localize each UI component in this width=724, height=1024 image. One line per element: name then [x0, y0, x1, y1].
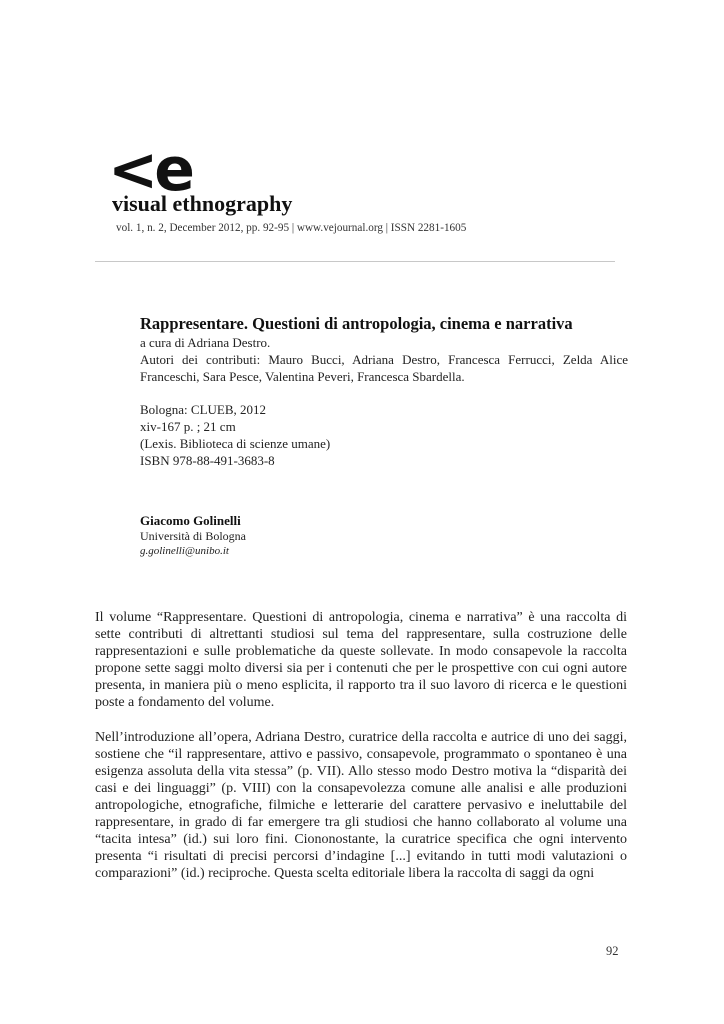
- book-contributors: Autori dei contributi: Mauro Bucci, Adriana Destro, Francesca Ferrucci, Zelda Alice Franceschi, Sara Pesce, Valentina Peveri, Francesca Sbardella.: [140, 352, 628, 384]
- author-email: g.golinelli@unibo.it: [140, 545, 229, 557]
- review-body: [95, 609, 627, 900]
- author-affiliation: Università di Bologna: [140, 529, 246, 543]
- page-number: 92: [606, 944, 619, 958]
- book-title: Rappresentare. Questioni di antropologia, cinema e narrativa: [140, 314, 573, 333]
- journal-meta: vol. 1, n. 2, December 2012, pp. 92-95 | www.vejournal.org | ISSN 2281-1605: [116, 222, 467, 234]
- body-paragraph-2: Nell’introduzione all’opera, Adriana Destro, curatrice della raccolta e autrice di uno dei saggi, sostiene che “il rappresentare, attivo e passivo, consapevole, programmato o spontaneo è una esigenza assoluta della vita stessa” (p. VII). Allo stesso modo Destro motiva la “disparità dei casi e dei linguaggi” (p. VIII) con la consapevolezza comune alle analisi e alle produzioni antropologiche, etnografiche, filmiche e letterarie del carattere pervasivo e ineluttabile del rappresentare, in grado di far emergere tra gli studiosi che hanno collaborato al volume una “tacita intesa” (id.) sui loro fini. Ciononostante, la curatrice specifica che ogni intervento presenta “i risultati di precisi percorsi d’indagine [...] evitando in tutti modi valutazioni o comparazioni” (id.) reciproche. Questa scelta editoriale libera la raccolta di saggi da ogni: [95, 730, 627, 881]
- book-publisher: Bologna: CLUEB, 2012: [140, 402, 267, 417]
- journal-name: visual ethnography: [112, 191, 293, 216]
- journal-logo: <e: [108, 135, 191, 205]
- book-details: [140, 315, 628, 469]
- book-isbn: ISBN 978-88-491-3683-8: [140, 453, 275, 468]
- book-pages: xiv-167 p. ; 21 cm: [140, 419, 236, 434]
- header-divider: [95, 261, 615, 262]
- book-editor: a cura di Adriana Destro.: [140, 335, 271, 350]
- body-paragraph-1: Il volume “Rappresentare. Questioni di antropologia, cinema e narrativa” è una raccolta di sette contributi di altrettanti studiosi sul tema del rappresentare, sulla costruzione delle rappresentazioni e sulle problematiche da queste sollevate. In modo consapevole la raccolta propone sette saggi molto diversi sia per i contenuti che per le prospettive con cui ogni autore presenta, in maniera più o meno esplicita, il rapporto tra il suo lavoro di ricerca e le questioni poste a fondamento del volume.: [95, 610, 627, 710]
- author-name: Giacomo Golinelli: [140, 513, 241, 528]
- book-series: (Lexis. Biblioteca di scienze umane): [140, 436, 331, 451]
- author-block: [140, 513, 246, 559]
